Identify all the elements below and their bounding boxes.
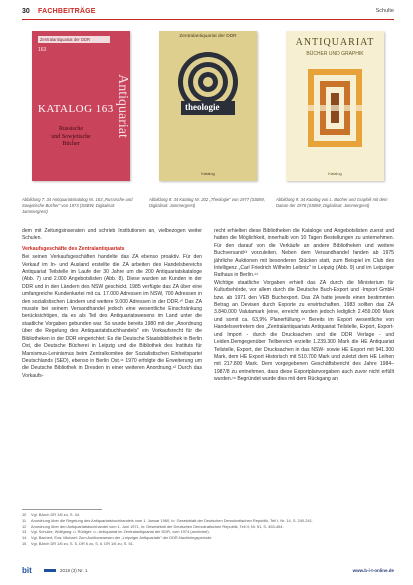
- text-column-left: [22, 228, 202, 380]
- footnote-number: 15: [22, 540, 27, 546]
- text-column-right: [214, 228, 394, 384]
- author-rubric: Schulte: [375, 8, 394, 14]
- paragraph: recht erhielten diese Bibliotheken die Kataloge und Angebotslisten zuerst und hatten die Möglichkeit, innerhalb von 10 Tagen Bestellungen zu unternehmen. Für den darauf von die Verkäufe an andere Bibliotheken und weitere Buchversand¹³ vorzuleiten. Neben dem Versandhandel fanden ab 1975 jährliche Auktionen mit besonderen Stücken statt, zum Beispiel im Club des Intelligenz „Carl Friedrich Wilhelm Leibniz" in Leipzig (Abb. 9) und im Leipziger Rathaus in Berlin.¹⁴: [214, 228, 394, 279]
- journal-url: www.b-i-t-online.de: [352, 568, 394, 573]
- cover-subtitle-line: und Sowjetische: [51, 133, 91, 140]
- cover-footer: Katalog: [328, 171, 342, 176]
- footnote-text: Anordnung über den Antiquariatsbuchhandel vom 1. Juni 1971, in: Gesetzblatt der Deutschen Demokratischen Republik, Teil II, Nr. 51, S. 453-454.: [31, 523, 284, 529]
- catalog-cover-image: [286, 31, 384, 181]
- geometric-pattern-graphic: [308, 69, 362, 147]
- footnotes: [22, 512, 394, 547]
- header-divider: [22, 19, 394, 20]
- cover-number: 163: [38, 47, 47, 53]
- footnote-text: Vgl. Schulze, Wolfgang: u. Rüdiger: u.: Antiquariat im Zentralantiquariat der DDR, vom 1974 (archiviert).: [31, 529, 210, 535]
- journal-logo: bit: [22, 566, 32, 575]
- paragraph: Bei seinen Verkaufsgeschäften handelte das ZA ebenso proaktiv. Für den Verkauf im In- und Ausland erstellte die ZA arbeiten des Handelsbereichs Antiquariat Teilstelle im Laufe der 30 Jahre um die 200 Antiquariatskataloge (Abb. 7) und 2.000 Angebotslisten (Abb. 8). Diese wurden an Kunden in der DDR und in den Ländern des NSW geschickt. 1985 verfügte das ZA über eine umfangreiche Kundenkartei mit ca. 17.000 Adressen im NSW, 700 Adressen in den sozialistischen Ländern und weitere 9.000 Adressen in der DDR.¹⁰ Das ZA musste bei seinem Versandhandel jedoch eine wesentliche Einschränkung berücksichtigen, da es als Teil des Antiquariatswesens im Land unter die staatliche Vorgaben gebunden war. So wurde bereits 1980 mit der „Anordnung über die Regelung des Antiquariatsbuchhandels" ein Vorkaufsrecht für die Bibliotheken in der DDR eingerichtet: Es die Deutsche Staatsbibliothek in Berlin Ost, die Deutsche Bücherei in Leipzig und die Bibliothek des Instituts für Marxismus-Leninismus beim Zentralkomitee der Sozialistischen Einheitspartei Deutschlands (SED), ebenso in Berlin Ost.¹¹ 1970 erfolgte die Erweiterung um die Deutsche Bibliothek in Dresden in einer weiteren Anordnung.¹² Durch das Vorkaufs-: [22, 254, 202, 379]
- footnote: [22, 535, 394, 540]
- footnote-number: 13: [22, 529, 27, 535]
- catalog-cover-image: [32, 31, 130, 181]
- footnote-number: 11: [22, 517, 27, 523]
- cover-publisher: Zentralantiquariat der DDR: [179, 34, 237, 39]
- cover-title: theologie: [185, 102, 220, 112]
- cover-side-title: Antiquariat: [115, 73, 130, 138]
- footnote-number: 14: [22, 535, 27, 541]
- cover-subtitle-line: Bücher: [62, 141, 80, 147]
- paragraph: dem mit Zeitungsinseraten und schrieb Institutionen an, vielbezogen weiter Schulen.: [22, 228, 202, 242]
- figure-row: [22, 25, 394, 225]
- footnote-number: 10: [22, 512, 27, 517]
- cover-subtitle: BÜCHER UND GRAPHIK: [306, 51, 364, 57]
- paragraph: Wichtige staatliche Vorgaben erhielt das ZA durch die Ministerium für Kulturbehörde, vor allem durch die Deutsche Buch-Export und -Import GmbH bzw. ab 1971 den VEB Buchexport. Das ZA hatte jeweils einen bestimmten Betrag an Devisen durch Exporte zu erwirtschaften. 1983 sollten das ZA 3.840.000 Valutamark (eine, erreicht wurden jedoch lediglich 2.459.000 Mark und somit ca. 63,9% Planerfüllung.¹⁵ Bereits im Export wesentliche von Handelsvertretern des „Zentralantiquariats Antiquariat Teilstelle, Export, Export- und Import - durch die Drucksachen und die DDR Verlage - und Leiden.Demgegenüber Teilbereich erzielte 1.239.300 Mark die HE Antiquariat Teilstelle, Export, der Drucksachen in das NSW- sowie HE Export mit 941.300 Mark, dem HE Export Historisch mit 510.700 Mark und zuletzt dem HE Leihen mit 217.800 Mark. Dem vorgegebenen Geschäftsbericht des Jahre 1984–1987/8 zu entnehmen, dass diese Exportplanvorgaben auch zuvor nicht erfüllt wurden.¹⁶ Begründet wurde dies mit dem Rückgang an: [214, 279, 394, 383]
- footnote: [22, 524, 394, 529]
- cover-publisher: Zentralantiquariat der DDR: [38, 36, 110, 43]
- figure-caption: Abbildung 7: 34 Antiquariatskatalog Nr. 163 „Russische und Sowjetische Bücher" von 1973 (SSBW, Digitalisat: Jammergrest): [22, 197, 133, 214]
- cover-footer: Katalog: [201, 171, 215, 176]
- page-footer: [22, 566, 394, 576]
- page-header: [22, 8, 394, 22]
- footnote: [22, 529, 394, 534]
- logo-mark: [44, 569, 56, 572]
- catalog-cover-image: [159, 31, 257, 181]
- issue-info: 2018 (3) Nr. 1: [60, 568, 88, 573]
- footnote: [22, 541, 394, 546]
- footnote-text: Vgl. Bachert, Eva: Michael: Zum Auktionswesen der „Leipziger Antiquariate" der DDR-Nachkriegsperiode.: [31, 535, 213, 541]
- cover-title: KATALOG 163: [38, 103, 114, 115]
- footnote-text: Vgl. BArch DR 1/6 zu, S. 5, DR 6 zu, S. 6, DR 1/6 zu, S. 51.: [31, 540, 134, 546]
- page-number: 30: [22, 8, 30, 15]
- footnote-number: 12: [22, 523, 27, 529]
- figure-caption: Abbildung 9: 34 Katalog von L. Bücher und Graphik mit dem Datum der 1978 (SSBW, Digitalisat: Jammergrest): [276, 197, 388, 208]
- section-title: FACHBEITRÄGE: [38, 8, 96, 15]
- footnote: [22, 518, 394, 523]
- cover-subtitle-line: Russische: [59, 126, 83, 132]
- footnote: [22, 512, 394, 517]
- figure-caption: Abbildung 8: 34 Katalog Nr. 202 „Theologie" von 1977 (SSBW, Digitalisat: Jammergrest): [149, 197, 265, 208]
- footnote-divider: [22, 509, 102, 510]
- subheading: Verkaufsgeschäfte des Zentralantiquariats: [22, 245, 125, 252]
- cover-subtitle: [42, 126, 100, 149]
- cover-title: ANTIQUARIAT: [295, 37, 375, 48]
- cover-side-band: [114, 43, 130, 168]
- article-body: [22, 228, 394, 498]
- footnote-text: Anordnung über die Regelung des Antiquariatsbuchhandels vom 1. Januar 1960, in: Gesetzblatt der Deutschen Demokratischen Republik, Teil I, Nr. 14, S. 240-241.: [31, 517, 313, 523]
- footnote-text: Vgl. BArch DR 1/6 zu, S. 44.: [31, 512, 81, 517]
